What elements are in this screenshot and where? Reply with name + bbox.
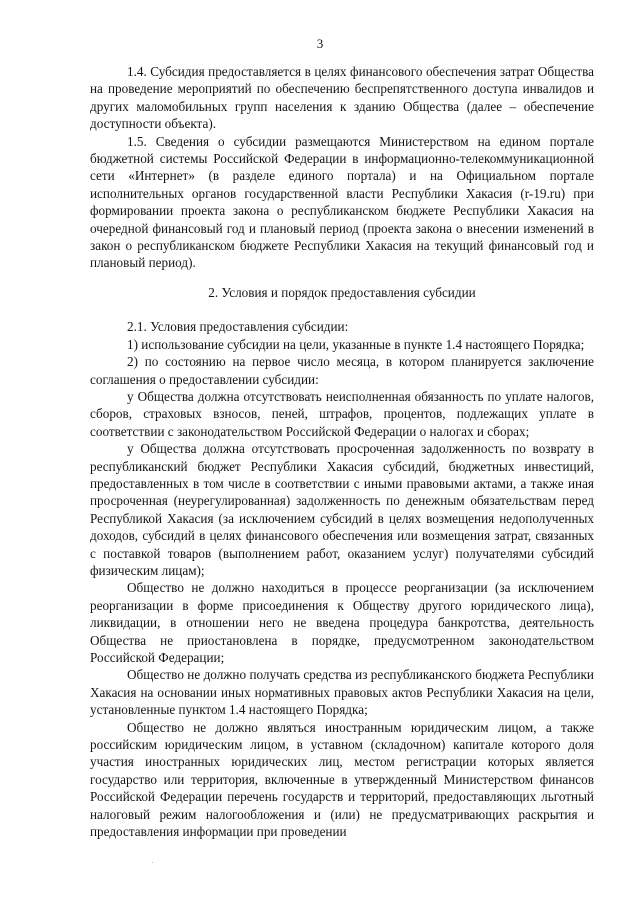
condition-reorganization: Общество не должно находиться в процессе реорганизации (за исключением реорганизации в форме присоединения к Обществу другого юридического лица), ликвидации, в отношении него не введена процедура банкротства, деятельность Общества не приостановлена в порядке, предусмотренном законодательством Российской Федерации; — [90, 580, 594, 665]
page-number: 3 — [316, 36, 324, 51]
list-item-2: 2) по состоянию на первое число месяца, в котором планируется заключение соглашения о предоставлении субсидии: — [90, 354, 594, 387]
list-item-1: 1) использование субсидии на цели, указанные в пункте 1.4 настоящего Порядка; — [127, 336, 585, 352]
scan-speck — [152, 862, 153, 863]
condition-taxes: у Общества должна отсутствовать неисполненная обязанность по уплате налогов, сборов, страховых взносов, пеней, штрафов, процентов, подлежащих уплате в соответствии с законодательством Российской Федерации о налогах и сборах; — [90, 388, 594, 439]
condition-foreign-entity: Общество не должно являться иностранным юридическим лицом, а также российским юридическим лицом, в уставном (складочном) капитале которого доля участия иностранных юридических лиц, местом регистрации которых является государство или территория, включенные в утвержденный Министерством финансов Российской Федерации перечень государств и территорий, предоставляющих льготный налоговый режим налогообложения и (или) не предусматривающих раскрытия и предоставления информации при проведении — [90, 719, 594, 840]
section-heading: 2. Условия и порядок предоставления субсидии — [208, 284, 476, 300]
condition-other-funds: Общество не должно получать средства из республиканского бюджета Республики Хакасия на основании иных нормативных правовых актов Республики Хакасия на цели, установленные пунктом 1.4 настоящего Порядка; — [90, 667, 594, 718]
paragraph-2-1: 2.1. Условия предоставления субсидии: — [127, 319, 349, 335]
paragraph-1-5: 1.5. Сведения о субсидии размещаются Министерством на едином портале бюджетной системы Российской Федерации в информационно-телекоммуникационной сети «Интернет» (в разделе единого портала) и на Официальном портале исполнительных органов государственной власти Республики Хакасия (r-19.ru) при формировании проекта закона о республиканском бюджете Республики Хакасия на очередной финансовый год и плановый период (проекта закона о внесении изменений в закон о республиканском бюджете Республики Хакасия на текущий финансовый год и плановый период). — [90, 133, 594, 271]
condition-overdue-debt: у Общества должна отсутствовать просроченная задолженность по возврату в республиканский бюджет Республики Хакасия субсидий, бюджетных инвестиций, предоставленных в том числе в соответствии с иными правовыми актами, а также иная просроченная (неурегулированная) задолженность по денежным обязательствам перед Республикой Хакасия (за исключением субсидий в целях возмещения недополученных доходов, субсидий в целях финансового обеспечения или возмещения затрат, связанных с поставкой товаров (выполнением работ, оказанием услуг) получателями субсидий физическим лицам); — [90, 441, 594, 578]
document-body — [90, 63, 594, 840]
paragraph-1-4: 1.4. Субсидия предоставляется в целях финансового обеспечения затрат Общества на проведение мероприятий по обеспечению беспрепятственного доступа инвалидов и других маломобильных групп населения к зданию Общества (далее – обеспечение доступности объекта). — [90, 64, 594, 132]
